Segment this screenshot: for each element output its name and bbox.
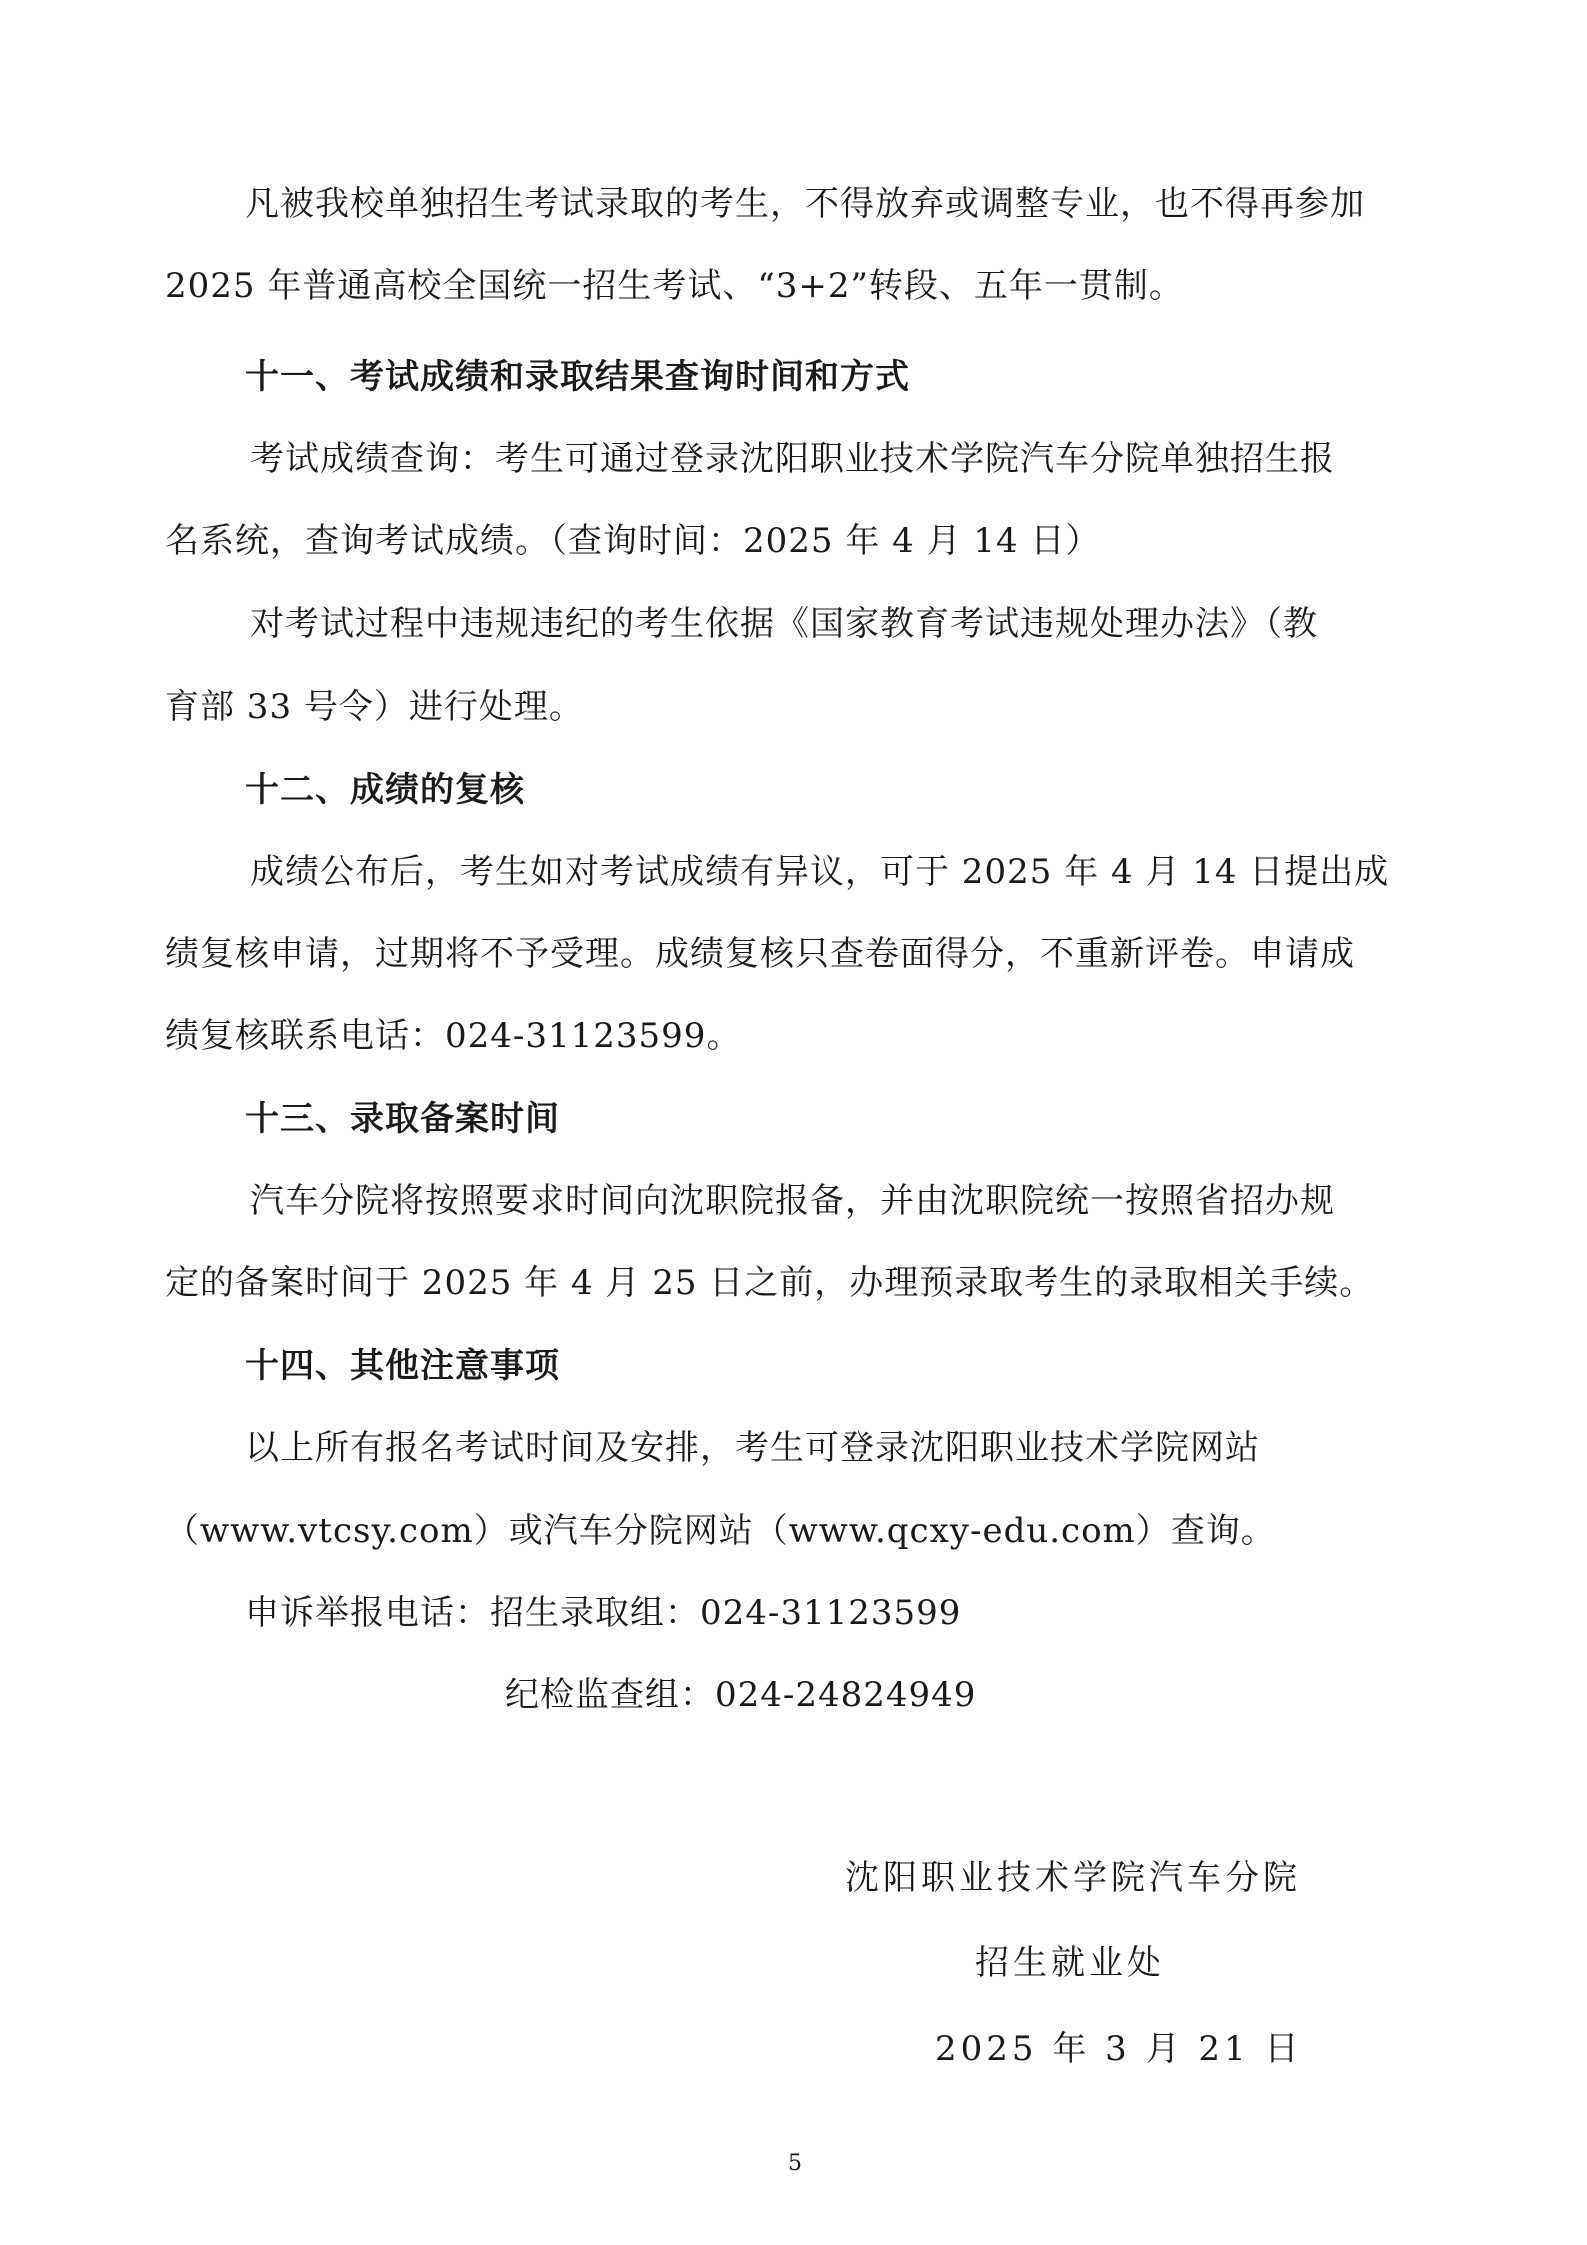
signature-date: 2025 年 3 月 21 日 <box>935 2029 1303 2069</box>
paragraph-line: 育部 33 号令）进行处理。 <box>165 687 584 727</box>
page-number: 5 <box>788 2151 802 2176</box>
paragraph-line: 绩复核联系电话：024-31123599。 <box>165 1016 742 1056</box>
paragraph-line: 汽车分院将按照要求时间向沈职院报备，并由沈职院统一按照省招办规 <box>250 1181 1335 1221</box>
paragraph-line: 成绩公布后，考生如对考试成绩有异议，可于 2025 年 4 月 14 日提出成 <box>250 852 1390 892</box>
section-heading-12: 十二、成绩的复核 <box>245 770 525 810</box>
section-heading-11: 十一、考试成绩和录取结果查询时间和方式 <box>245 357 910 397</box>
complaint-phone-recruitment: 申诉举报电话：招生录取组：024-31123599 <box>245 1593 962 1633</box>
paragraph-line: （www.vtcsy.com）或汽车分院网站（www.qcxy-edu.com）查询。 <box>165 1511 1276 1551</box>
section-heading-13: 十三、录取备案时间 <box>245 1099 560 1139</box>
paragraph-line: 绩复核申请，过期将不予受理。成绩复核只查卷面得分，不重新评卷。申请成 <box>165 934 1355 974</box>
paragraph-line: 以上所有报名考试时间及安排，考生可登录沈阳职业技术学院网站 <box>245 1428 1260 1468</box>
paragraph-line: 2025 年普通高校全国统一招生考试、“3+2”转段、五年一贯制。 <box>165 266 1184 306</box>
complaint-phone-discipline: 纪检监查组：024-24824949 <box>505 1675 977 1715</box>
signature-department: 招生就业处 <box>975 1943 1165 1983</box>
paragraph-line: 名系统，查询考试成绩。（查询时间：2025 年 4 月 14 日） <box>165 521 1101 561</box>
paragraph-line: 定的备案时间于 2025 年 4 月 25 日之前，办理预录取考生的录取相关手续。 <box>165 1263 1375 1303</box>
paragraph-line: 考试成绩查询：考生可通过登录沈阳职业技术学院汽车分院单独招生报 <box>250 439 1335 479</box>
signature-organization: 沈阳职业技术学院汽车分院 <box>845 1858 1301 1898</box>
paragraph-line: 凡被我校单独招生考试录取的考生，不得放弃或调整专业，也不得再参加 <box>245 184 1365 224</box>
paragraph-line: 对考试过程中违规违纪的考生依据《国家教育考试违规处理办法》（教 <box>250 604 1318 644</box>
section-heading-14: 十四、其他注意事项 <box>245 1346 560 1386</box>
